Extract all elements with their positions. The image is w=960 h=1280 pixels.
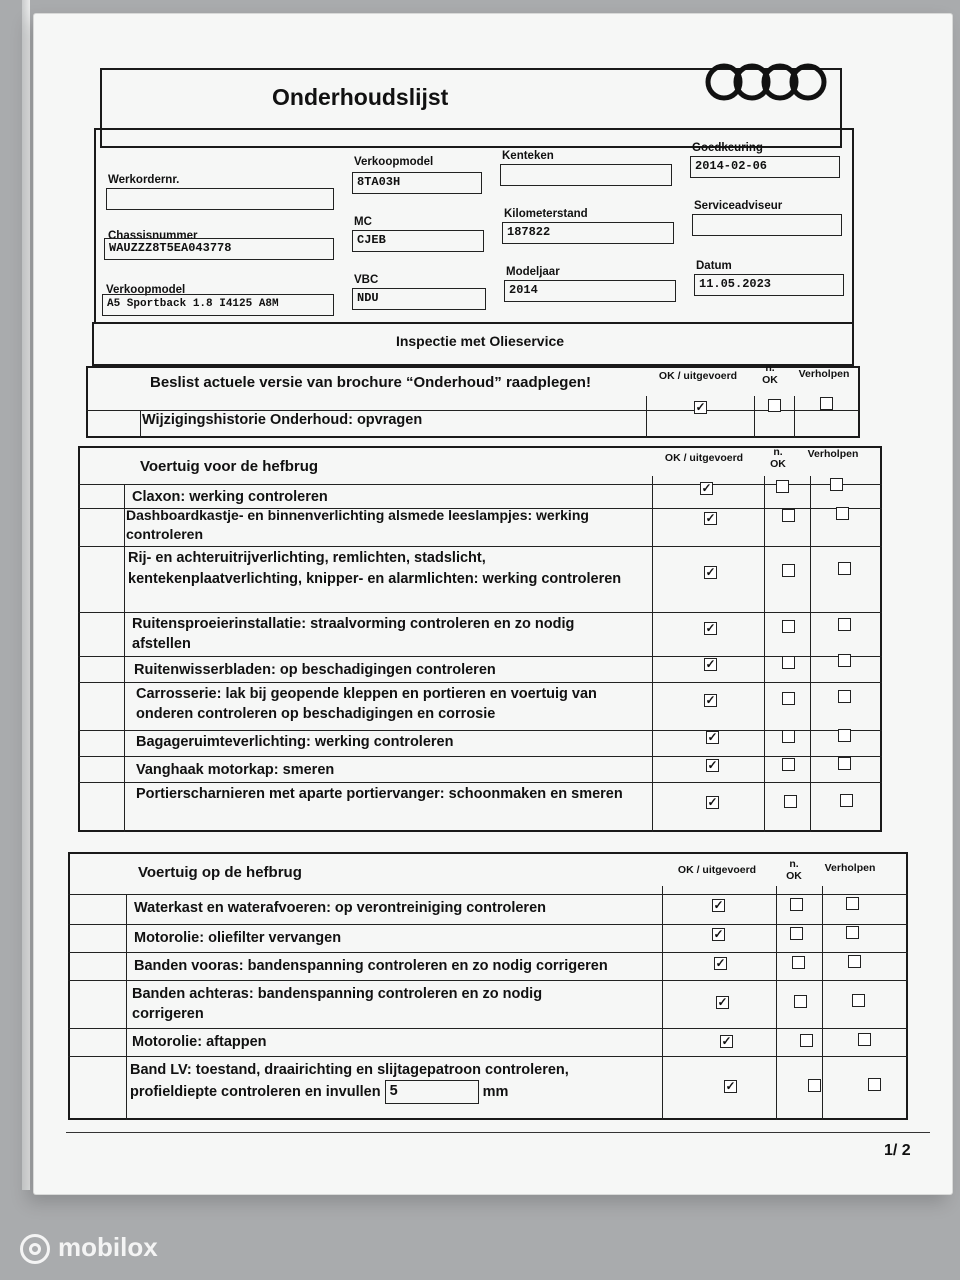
mobilox-logo-icon: [20, 1234, 50, 1264]
on-row-4-ok-checkbox[interactable]: ✓: [717, 995, 728, 1009]
page-number: 1/ 2: [884, 1142, 911, 1159]
on-row-3-nok-checkbox[interactable]: [792, 956, 805, 969]
col-fixed-header: Verholpen: [824, 862, 876, 874]
kenteken-field: [500, 164, 672, 186]
on-row-5-fixed-checkbox[interactable]: [858, 1033, 871, 1046]
on-row-2-ok-checkbox[interactable]: ✓: [713, 927, 724, 941]
tread-depth-field: 5: [385, 1080, 479, 1104]
kenteken-label: Kenteken: [502, 150, 554, 162]
col-divider: [652, 476, 653, 832]
on-row-1-text: Waterkast en waterafvoeren: op verontreiniging controleren: [134, 900, 546, 916]
before-row-3-ok-checkbox[interactable]: ✓: [705, 565, 716, 579]
before-row-9-nok-checkbox[interactable]: [784, 795, 797, 808]
vbc-field: NDU: [352, 288, 486, 310]
on-row-2-fixed-checkbox[interactable]: [846, 926, 859, 939]
col-divider: [822, 886, 823, 1120]
footer-rule: [66, 1132, 930, 1133]
before-row-6-nok-checkbox[interactable]: [782, 692, 795, 705]
before-row-4-fixed-checkbox[interactable]: [838, 618, 851, 631]
intro-row-fixed-checkbox[interactable]: [820, 397, 833, 410]
before-row-4-ok-checkbox[interactable]: ✓: [705, 621, 716, 635]
row-divider: [78, 756, 882, 757]
before-row-9-ok-checkbox[interactable]: ✓: [707, 795, 718, 809]
row-divider: [68, 1056, 908, 1057]
verkoopmodel-name-label: Verkoopmodel: [106, 284, 186, 296]
before-row-8-text: Vanghaak motorkap: smeren: [136, 762, 335, 778]
document-title: Onderhoudslijst: [272, 84, 449, 110]
before-row-8-nok-checkbox[interactable]: [782, 758, 795, 771]
kilometerstand-label: Kilometerstand: [504, 208, 588, 220]
on-row-5-text: Motorolie: aftappen: [132, 1034, 267, 1050]
before-row-8-ok-checkbox[interactable]: ✓: [707, 758, 718, 772]
col-ok-header: OK / uitgevoerd: [658, 370, 738, 382]
before-row-1-nok-checkbox[interactable]: [776, 480, 789, 493]
before-lift-section-title: Voertuig voor de hefbrug: [140, 458, 319, 475]
before-row-1-ok-checkbox[interactable]: ✓: [701, 481, 712, 495]
before-row-6-text: Carrosserie: lak bij geopende kleppen en portieren en voertuig van onderen controleren op beschadigingen en corrosie: [136, 686, 597, 722]
before-row-3-nok-checkbox[interactable]: [782, 564, 795, 577]
intro-section-title: Beslist actuele versie van brochure “Onderhoud” raadplegen!: [150, 374, 591, 391]
col-divider: [754, 396, 755, 438]
kilometerstand-field: 187822: [502, 222, 674, 244]
before-row-1-fixed-checkbox[interactable]: [830, 478, 843, 491]
before-row-2-fixed-checkbox[interactable]: [836, 507, 849, 520]
datum-field: 11.05.2023: [694, 274, 844, 296]
mobilox-watermark: [20, 1232, 158, 1264]
before-row-9-fixed-checkbox[interactable]: [840, 794, 853, 807]
before-row-8-fixed-checkbox[interactable]: [838, 757, 851, 770]
on-row-6-ok-checkbox[interactable]: ✓: [725, 1079, 736, 1093]
row-divider: [68, 980, 908, 981]
werkordernr-label: Werkordernr.: [108, 174, 180, 186]
before-row-6-fixed-checkbox[interactable]: [838, 690, 851, 703]
on-lift-section-title: Voertuig op de hefbrug: [138, 864, 302, 881]
before-row-9-text: Portierscharnieren met aparte portiervanger: schoonmaken en smeren: [136, 786, 623, 802]
col-nok-header: n. OK: [770, 446, 786, 470]
on-row-4-nok-checkbox[interactable]: [794, 995, 807, 1008]
col-divider: [764, 476, 765, 832]
before-row-7-text: Bagageruimteverlichting: werking controleren: [136, 734, 454, 750]
col-divider: [794, 396, 795, 438]
goedkeuring-label: Goedkeuring: [692, 142, 763, 154]
before-row-5-text: Ruitenwisserbladen: op beschadigingen controleren: [134, 662, 496, 678]
row-divider: [78, 484, 882, 485]
on-row-4-text: Banden achteras: bandenspanning controleren en zo nodig corrigeren: [132, 986, 543, 1022]
vbc-label: VBC: [354, 274, 379, 286]
before-row-5-fixed-checkbox[interactable]: [838, 654, 851, 667]
col-divider: [810, 476, 811, 832]
col-nok-header: n. OK: [762, 362, 778, 386]
verkoopmodel-name-field: A5 Sportback 1.8 I4125 A8M: [102, 294, 334, 316]
werkordernr-field: [106, 188, 334, 210]
mc-label: MC: [354, 216, 372, 228]
before-row-6-ok-checkbox[interactable]: ✓: [705, 693, 716, 707]
row-divider: [68, 1028, 908, 1029]
row-divider: [78, 612, 882, 613]
on-row-4-fixed-checkbox[interactable]: [852, 994, 865, 1007]
before-row-4-text: Ruitensproeierinstallatie: straalvorming controleren en zo nodig afstellen: [132, 616, 575, 652]
before-row-5-nok-checkbox[interactable]: [782, 656, 795, 669]
before-row-1-text: Claxon: werking controleren: [132, 489, 328, 505]
on-row-2-text: Motorolie: oliefilter vervangen: [134, 930, 342, 946]
before-row-3-fixed-checkbox[interactable]: [838, 562, 851, 575]
before-row-2-ok-checkbox[interactable]: ✓: [705, 511, 716, 525]
row-divider: [78, 546, 882, 547]
on-row-6-text: [130, 1060, 660, 1104]
col-divider: [140, 410, 141, 438]
chassisnummer-label: Chassisnummer: [108, 230, 198, 242]
col-divider: [126, 894, 127, 1120]
before-row-4-nok-checkbox[interactable]: [782, 620, 795, 633]
on-row-1-nok-checkbox[interactable]: [790, 898, 803, 911]
four-rings-logo-icon: [702, 62, 832, 102]
before-row-5-ok-checkbox[interactable]: ✓: [705, 657, 716, 671]
on-row-3-text: Banden vooras: bandenspanning controleren en zo nodig corrigeren: [134, 958, 608, 974]
before-row-3-text: Rij- en achteruitrijverlichting, remlichten, stadslicht, kentekenplaatverlichting, knipper- en alarmlichten: werking controleren: [128, 550, 622, 587]
before-row-7-fixed-checkbox[interactable]: [838, 729, 851, 742]
on-row-6-text-line2: profieldiepte controleren en invullen: [130, 1083, 381, 1100]
modeljaar-field: 2014: [504, 280, 676, 302]
inspection-title: Inspectie met Olieservice: [395, 333, 565, 349]
serviceadviseur-label: Serviceadviseur: [694, 200, 783, 212]
verkoopmodel-code-field: 8TA03H: [352, 172, 482, 194]
chassisnummer-field: WAUZZZ8T5EA043778: [104, 238, 334, 260]
on-row-6-fixed-checkbox[interactable]: [868, 1078, 881, 1091]
before-row-7-ok-checkbox[interactable]: ✓: [707, 730, 718, 744]
col-divider: [646, 396, 647, 438]
col-nok-header: n. OK: [786, 858, 802, 882]
paper-stack-edge: [22, 0, 30, 1190]
row-divider: [78, 782, 882, 783]
on-row-2-nok-checkbox[interactable]: [790, 927, 803, 940]
on-row-3-ok-checkbox[interactable]: ✓: [715, 956, 726, 970]
datum-label: Datum: [696, 260, 732, 272]
row-divider: [78, 682, 882, 683]
col-divider: [124, 484, 125, 832]
on-row-1-fixed-checkbox[interactable]: [846, 897, 859, 910]
row-divider: [68, 924, 908, 925]
intro-row-text: Wijzigingshistorie Onderhoud: opvragen: [142, 412, 423, 428]
on-row-1-ok-checkbox[interactable]: ✓: [713, 898, 724, 912]
on-row-6-nok-checkbox[interactable]: [808, 1079, 821, 1092]
intro-row-ok-checkbox[interactable]: ✓: [695, 400, 706, 414]
row-divider: [68, 952, 908, 953]
col-divider: [776, 886, 777, 1120]
serviceadviseur-field: [692, 214, 842, 236]
before-row-2-text: Dashboardkastje- en binnenverlichting alsmede leeslampjes: werking controleren: [126, 507, 589, 542]
row-divider: [68, 894, 908, 895]
col-fixed-header: Verholpen: [798, 368, 850, 380]
on-row-3-fixed-checkbox[interactable]: [848, 955, 861, 968]
before-row-2-nok-checkbox[interactable]: [782, 509, 795, 522]
on-row-5-nok-checkbox[interactable]: [800, 1034, 813, 1047]
before-row-7-nok-checkbox[interactable]: [782, 730, 795, 743]
col-fixed-header: Verholpen: [807, 448, 859, 460]
on-row-5-ok-checkbox[interactable]: ✓: [721, 1034, 732, 1048]
row-divider: [78, 730, 882, 731]
tread-depth-unit: mm: [482, 1083, 509, 1100]
col-ok-header: OK / uitgevoerd: [677, 864, 757, 876]
row-divider: [78, 656, 882, 657]
mobilox-watermark-text: mobilox: [58, 1232, 158, 1262]
intro-row-nok-checkbox[interactable]: [768, 399, 781, 412]
goedkeuring-field: 2014-02-06: [690, 156, 840, 178]
modeljaar-label: Modeljaar: [506, 266, 560, 278]
col-divider: [662, 886, 663, 1120]
on-row-6-text-line1: Band LV: toestand, draairichting en slijtagepatroon controleren,: [130, 1062, 569, 1078]
mc-field: CJEB: [352, 230, 484, 252]
col-ok-header: OK / uitgevoerd: [664, 452, 744, 464]
verkoopmodel-code-label: Verkoopmodel: [354, 156, 434, 168]
